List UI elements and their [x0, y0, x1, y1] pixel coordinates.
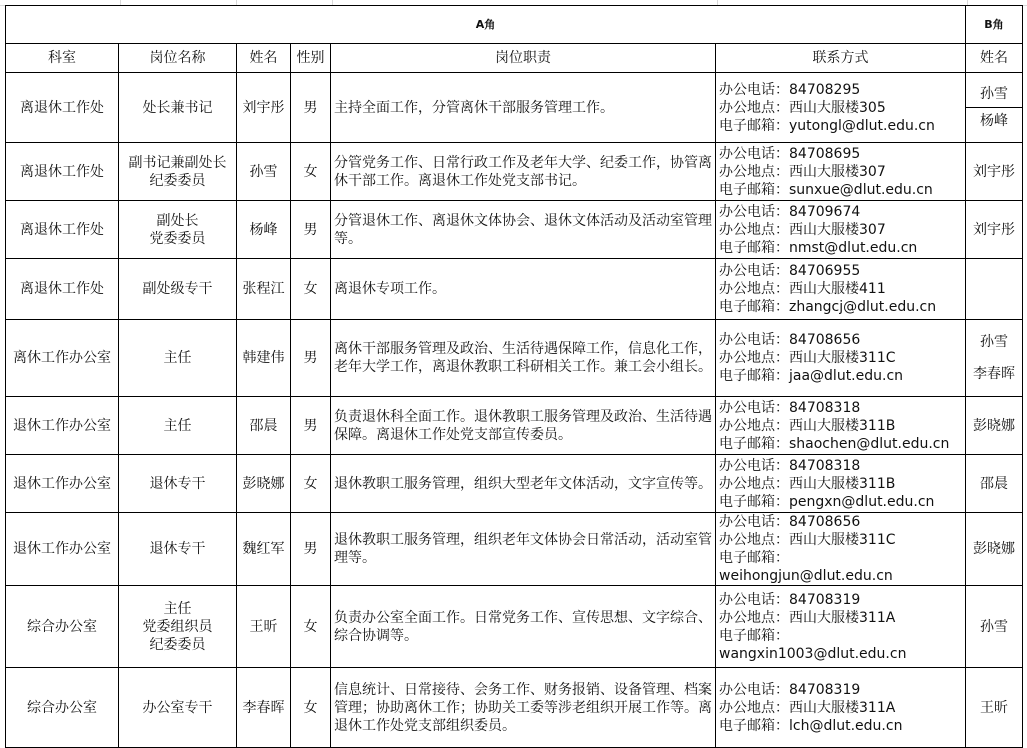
email-value[interactable]: zhangcj@dlut.edu.cn [789, 299, 937, 315]
addr-value: 西山大服楼305 [789, 99, 886, 116]
b-name-cell[interactable] [966, 143, 1023, 201]
position-line: 主任 [163, 417, 192, 434]
email-label: 电子邮箱： [719, 299, 789, 315]
address-line [719, 699, 963, 717]
gender-cell[interactable]: 男 [291, 73, 331, 143]
b-name-cell[interactable] [966, 259, 1023, 320]
email-line [719, 627, 963, 645]
gender-cell[interactable]: 男 [291, 513, 331, 586]
addr-value: 西山大服楼411 [789, 281, 886, 297]
duty-cell[interactable]: 离退休专项工作。 [331, 259, 716, 320]
name-cell[interactable]: 刘宇彤 [237, 73, 291, 143]
position-line: 副处级专干 [142, 281, 213, 297]
contact-cell[interactable] [716, 259, 966, 320]
addr-value: 西山大服楼307 [789, 163, 886, 180]
group-a-header[interactable]: A角 [6, 6, 966, 44]
email-label: 电子邮箱： [719, 181, 789, 198]
b-name: 彭晓娜 [973, 417, 1015, 434]
gender-cell[interactable]: 女 [291, 455, 331, 513]
phone-value: 84708656 [789, 332, 861, 348]
email-line [719, 181, 963, 199]
col-header-position[interactable]: 岗位名称 [119, 44, 237, 73]
email-value[interactable]: wangxin1003@dlut.edu.cn [719, 645, 907, 662]
addr-label: 办公地点： [719, 163, 789, 180]
email-line [719, 493, 963, 511]
table-row [6, 455, 1023, 513]
phone-value: 84708695 [789, 145, 861, 162]
table-row [6, 668, 1023, 748]
position-cell[interactable] [119, 668, 237, 748]
table-row [6, 513, 1023, 586]
b-name: 刘宇彤 [973, 221, 1015, 238]
contact-cell[interactable] [716, 586, 966, 668]
email-value[interactable]: weihongjun@dlut.edu.cn [719, 568, 893, 584]
position-cell[interactable] [119, 201, 237, 259]
name-cell[interactable]: 韩建伟 [237, 320, 291, 397]
email-value[interactable]: pengxn@dlut.edu.cn [789, 493, 935, 510]
addr-value: 西山大服楼311A [789, 609, 896, 626]
addr-label: 办公地点： [719, 532, 789, 548]
phone-label: 办公电话： [719, 203, 789, 220]
table-row [6, 259, 1023, 320]
addr-value: 西山大服楼311C [789, 350, 896, 366]
phone-label: 办公电话： [719, 591, 789, 608]
email-line [719, 239, 963, 257]
b-name-cell[interactable] [966, 73, 1023, 143]
phone-value: 84708319 [789, 591, 861, 608]
phone-line [719, 457, 963, 475]
b-name: 李春晖 [973, 366, 1015, 382]
position-line: 党委组织员 [142, 618, 213, 635]
duty-cell[interactable]: 退休教职工服务管理，组织老年文体协会日常活动，活动室管理等。 [331, 513, 716, 586]
position-line: 党委委员 [149, 230, 206, 247]
contact-cell[interactable] [716, 73, 966, 143]
b-name: 孙雪 [980, 334, 1008, 350]
dept-cell[interactable]: 离退休工作处 [6, 143, 119, 201]
position-cell[interactable] [119, 259, 237, 320]
table-row [6, 397, 1023, 455]
address-line [719, 475, 963, 493]
addr-label: 办公地点： [719, 417, 789, 434]
position-line: 主任 [163, 350, 192, 366]
gender-cell[interactable]: 男 [291, 320, 331, 397]
phone-label: 办公电话： [719, 681, 789, 698]
contact-cell[interactable] [716, 455, 966, 513]
phone-line [719, 203, 963, 221]
addr-label: 办公地点： [719, 99, 789, 116]
dept-cell[interactable]: 退休工作办公室 [6, 397, 119, 455]
contact-cell[interactable] [716, 320, 966, 397]
phone-value: 84708318 [789, 399, 861, 416]
name-cell[interactable]: 杨峰 [237, 201, 291, 259]
dept-cell[interactable]: 离休工作办公室 [6, 320, 119, 397]
phone-label: 办公电话： [719, 399, 789, 416]
phone-line [719, 681, 963, 699]
contact-cell[interactable] [716, 513, 966, 586]
table-row [6, 143, 1023, 201]
email-value[interactable]: jaa@dlut.edu.cn [789, 368, 904, 384]
b-name-cell[interactable] [966, 586, 1023, 668]
addr-value: 西山大服楼311B [789, 417, 896, 434]
col-header-contact[interactable]: 联系方式 [716, 44, 966, 73]
email-line [719, 717, 963, 735]
table-row [6, 320, 1023, 397]
name-cell[interactable]: 李春晖 [237, 668, 291, 748]
position-line: 纪委委员 [149, 636, 206, 653]
email-line [719, 367, 963, 385]
b-name-cell[interactable] [966, 201, 1023, 259]
phone-value: 84708319 [789, 681, 861, 698]
position-cell[interactable] [119, 143, 237, 201]
address-line [719, 99, 963, 117]
duty-cell[interactable]: 分管党务工作、日常行政工作及老年大学、纪委工作，协管离休干部工作。离退休工作处党支部书记。 [331, 143, 716, 201]
duty-cell[interactable]: 负责退休科全面工作。退休教职工服务管理及政治、生活待遇保障。离退休工作处党支部宣传委员。 [331, 397, 716, 455]
name-cell[interactable]: 孙雪 [237, 143, 291, 201]
phone-line [719, 513, 963, 531]
addr-value: 西山大服楼307 [789, 221, 886, 238]
position-cell[interactable] [119, 397, 237, 455]
dept-cell[interactable]: 离退休工作处 [6, 259, 119, 320]
gender-cell[interactable]: 女 [291, 586, 331, 668]
phone-value: 84708656 [789, 514, 861, 530]
position-line: 副处长 [156, 212, 199, 229]
phone-line [719, 331, 963, 349]
addr-label: 办公地点： [719, 609, 789, 626]
position-line: 退休专干 [149, 541, 206, 557]
phone-label: 办公电话： [719, 81, 789, 98]
phone-label: 办公电话： [719, 263, 789, 279]
phone-line [719, 262, 963, 280]
phone-value: 84708318 [789, 457, 861, 474]
b-name-cell[interactable] [966, 513, 1023, 586]
email-label: 电子邮箱： [719, 493, 789, 510]
address-line [719, 609, 963, 627]
col-header-duty[interactable]: 岗位职责 [331, 44, 716, 73]
b-name-cell[interactable] [966, 397, 1023, 455]
dept-cell[interactable]: 离退休工作处 [6, 73, 119, 143]
gender-cell[interactable]: 女 [291, 259, 331, 320]
col-header-b-name[interactable]: 姓名 [966, 44, 1023, 73]
phone-label: 办公电话： [719, 514, 789, 530]
address-line [719, 531, 963, 549]
gender-cell[interactable]: 男 [291, 397, 331, 455]
position-line: 处长兼书记 [142, 99, 213, 116]
address-line [719, 280, 963, 298]
dept-cell[interactable]: 综合办公室 [6, 668, 119, 748]
email-line [719, 549, 963, 567]
addr-label: 办公地点： [719, 281, 789, 297]
b-name: 刘宇彤 [973, 163, 1015, 180]
name-cell[interactable]: 彭晓娜 [237, 455, 291, 513]
address-line [719, 221, 963, 239]
phone-label: 办公电话： [719, 145, 789, 162]
email-label: 电子邮箱： [719, 435, 789, 452]
duty-cell[interactable]: 信息统计、日常接待、会务工作、财务报销、设备管理、档案管理；协助离休工作；协助关工委等涉老组织开展工作等。离退休工作处党支部组织委员。 [331, 668, 716, 748]
name-cell[interactable]: 邵晨 [237, 397, 291, 455]
name-cell[interactable]: 王昕 [237, 586, 291, 668]
position-cell[interactable] [119, 513, 237, 586]
addr-value: 西山大服楼311A [789, 699, 896, 716]
email-label: 电子邮箱： [719, 627, 789, 644]
contact-cell[interactable] [716, 668, 966, 748]
phone-value: 84706955 [789, 263, 861, 279]
phone-line [719, 399, 963, 417]
b-name: 邵晨 [980, 475, 1008, 492]
position-cell[interactable] [119, 320, 237, 397]
name-cell[interactable]: 魏红军 [237, 513, 291, 586]
name-cell[interactable]: 张程江 [237, 259, 291, 320]
addr-label: 办公地点： [719, 221, 789, 238]
addr-label: 办公地点： [719, 350, 789, 366]
email-value[interactable]: lch@dlut.edu.cn [789, 717, 903, 734]
duty-cell[interactable]: 分管退休工作、离退休文体协会、退休文体活动及活动室管理等。 [331, 201, 716, 259]
contact-cell[interactable] [716, 201, 966, 259]
position-line: 纪委委员 [149, 172, 206, 189]
email-label: 电子邮箱： [719, 117, 789, 134]
position-line: 副书记兼副处长 [128, 154, 227, 171]
phone-label: 办公电话： [719, 457, 789, 474]
position-cell[interactable] [119, 73, 237, 143]
position-cell[interactable] [119, 586, 237, 668]
col-header-name[interactable]: 姓名 [237, 44, 291, 73]
group-header-row [6, 6, 1023, 44]
table-row [6, 201, 1023, 259]
position-line: 主任 [163, 600, 192, 617]
contact-cell[interactable] [716, 143, 966, 201]
b-name: 王昕 [980, 699, 1008, 716]
address-line [719, 163, 963, 181]
dept-cell[interactable]: 离退休工作处 [6, 201, 119, 259]
phone-line [719, 591, 963, 609]
duty-cell[interactable]: 主持全面工作，分管离休干部服务管理工作。 [331, 73, 716, 143]
dept-cell[interactable]: 退休工作办公室 [6, 455, 119, 513]
email-label: 电子邮箱： [719, 239, 789, 256]
email-label: 电子邮箱： [719, 368, 789, 384]
phone-line [719, 145, 963, 163]
b-name-cell[interactable] [966, 668, 1023, 748]
column-header-row [6, 44, 1023, 73]
gender-cell[interactable]: 女 [291, 668, 331, 748]
phone-value: 84709674 [789, 203, 861, 220]
table-row [6, 586, 1023, 668]
dept-cell[interactable]: 综合办公室 [6, 586, 119, 668]
email-value[interactable]: nmst@dlut.edu.cn [789, 239, 918, 256]
email-label: 电子邮箱： [719, 550, 789, 566]
phone-label: 办公电话： [719, 332, 789, 348]
b-name: 彭晓娜 [973, 541, 1015, 557]
b-name-cell[interactable] [966, 455, 1023, 513]
duty-cell[interactable]: 负责办公室全面工作。日常党务工作、宣传思想、文字综合、综合协调等。 [331, 586, 716, 668]
email-value[interactable]: yutongl@dlut.edu.cn [789, 117, 935, 134]
b-name: 孙雪 [980, 86, 1008, 102]
email-line [719, 435, 963, 453]
email-value[interactable]: sunxue@dlut.edu.cn [789, 181, 933, 198]
email-line [719, 298, 963, 316]
phone-line [719, 81, 963, 99]
addr-value: 西山大服楼311C [789, 532, 896, 548]
duty-table [5, 5, 1023, 748]
email-value[interactable]: shaochen@dlut.edu.cn [789, 435, 950, 452]
gender-cell[interactable]: 女 [291, 143, 331, 201]
col-header-gender[interactable]: 性别 [291, 44, 331, 73]
email-line [719, 117, 963, 135]
position-cell[interactable] [119, 455, 237, 513]
address-line [719, 417, 963, 435]
email-label: 电子邮箱： [719, 717, 789, 734]
b-name: 孙雪 [980, 618, 1008, 635]
addr-label: 办公地点： [719, 699, 789, 716]
contact-cell[interactable] [716, 397, 966, 455]
phone-value: 84708295 [789, 81, 861, 98]
position-line: 办公室专干 [142, 699, 213, 716]
position-line: 退休专干 [149, 475, 206, 492]
table-row [6, 73, 1023, 143]
dept-cell[interactable]: 退休工作办公室 [6, 513, 119, 586]
gender-cell[interactable]: 男 [291, 201, 331, 259]
b-name-cell[interactable] [966, 320, 1023, 397]
duty-cell[interactable]: 离休干部服务管理及政治、生活待遇保障工作，信息化工作，老年大学工作，离退休教职工科研相关工作。兼工会小组长。 [331, 320, 716, 397]
b-name: 杨峰 [966, 107, 1022, 134]
addr-label: 办公地点： [719, 475, 789, 492]
col-header-dept[interactable]: 科室 [6, 44, 119, 73]
duty-cell[interactable]: 退休教职工服务管理，组织大型老年文体活动，文字宣传等。 [331, 455, 716, 513]
address-line [719, 349, 963, 367]
addr-value: 西山大服楼311B [789, 475, 896, 492]
group-b-header[interactable]: B角 [966, 6, 1023, 44]
